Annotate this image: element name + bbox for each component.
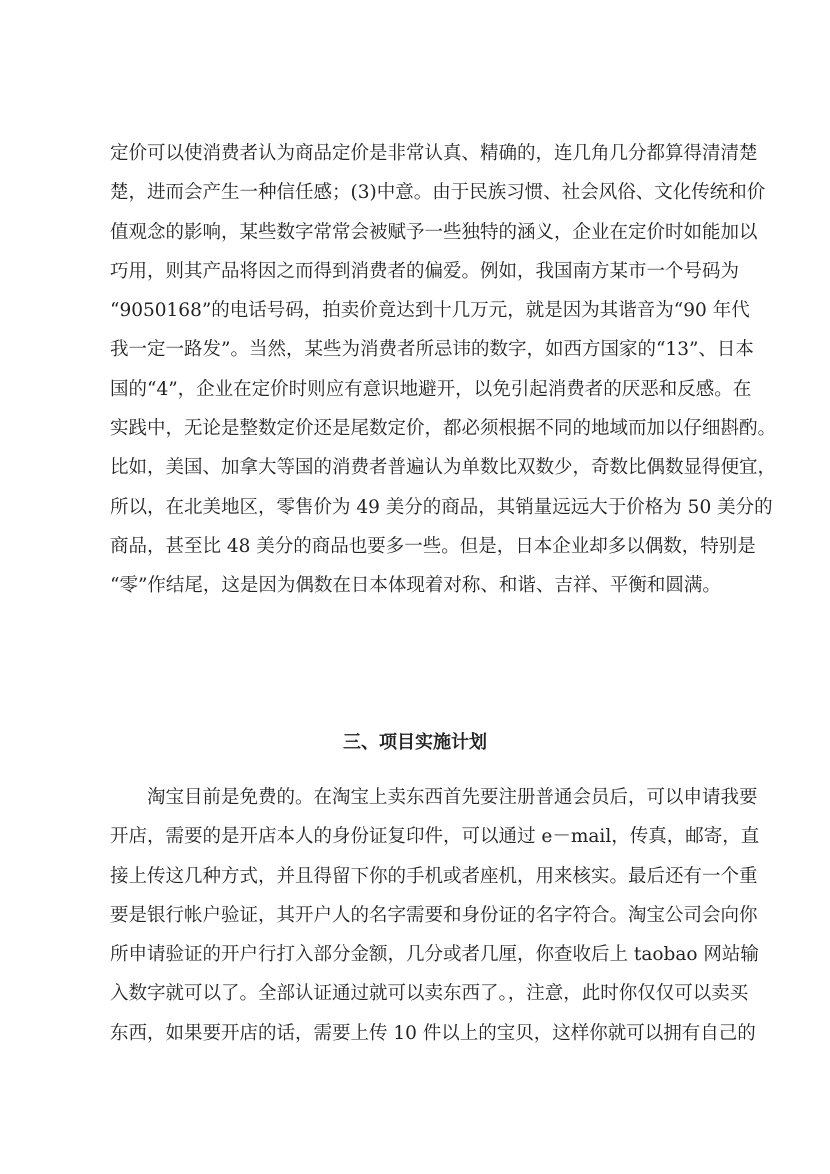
- text-line: 比如，美国、加拿大等国的消费者普遍认为单数比双数少，奇数比偶数显得便宜，: [110, 457, 777, 479]
- text-line: “零”作结尾，这是因为偶数在日本体现着对称、和谐、吉祥、平衡和圆满。: [110, 575, 721, 597]
- text-line: 国的“4”，企业在定价时则应有意识地避开，以免引起消费者的厌恶和反感。在: [110, 378, 752, 400]
- body-paragraph-pricing: [110, 134, 777, 606]
- text-line: 定价可以使消费者认为商品定价是非常认真、精确的，连几角几分都算得清清楚: [110, 143, 758, 164]
- text-line: 淘宝目前是免费的。在淘宝上卖东西首先要注册普通会员后，可以申请我要: [147, 787, 758, 808]
- text-line: 东西，如果要开店的话，需要上传 10 件以上的宝贝，这样你就可以拥有自己的: [110, 1022, 756, 1044]
- text-line: 要是银行帐户验证，其开户人的名字需要和身份证的名字符合。淘宝公司会向你: [110, 904, 758, 926]
- text-line: “9050168”的电话号码，拍卖价竟达到十几万元，就是因为其谐音为“90 年代: [110, 300, 750, 322]
- section-heading: 三、项目实施计划: [343, 732, 487, 753]
- text-line: 开店，需要的是开店本人的身份证复印件，可以通过 e－mail，传真，邮寄，直: [110, 826, 760, 848]
- text-line: 所以，在北美地区，零售价为 49 美分的商品，其销量远远大于价格为 50 美分的: [110, 496, 773, 518]
- text-line: 实践中，无论是整数定价还是尾数定价，都必须根据不同的地域而加以仔细斟酌。: [110, 418, 777, 440]
- text-line: 值观念的影响，某些数字常常会被赋予一些独特的涵义，企业在定价时如能加以: [110, 221, 758, 243]
- body-paragraph-implementation: [110, 778, 760, 1053]
- text-line: 楚，进而会产生一种信任感；(3)中意。由于民族习惯、社会风俗、文化传统和价: [110, 182, 766, 204]
- text-line: 接上传这几种方式，并且得留下你的手机或者座机，用来核实。最后还有一个重: [110, 865, 758, 887]
- text-line: 巧用，则其产品将因之而得到消费者的偏爱。例如，我国南方某市一个号码为: [110, 260, 740, 282]
- text-line: 我一定一路发”。当然，某些为消费者所忌讳的数字，如西方国家的“13”、日本: [110, 339, 754, 361]
- text-line: 入数字就可以了。全部认证通过就可以卖东西了。，注意，此时你仅仅可以卖买: [110, 983, 749, 1005]
- text-line: 商品，甚至比 48 美分的商品也要多一些。但是，日本企业却多以偶数，特别是: [110, 535, 756, 557]
- text-line: 所申请验证的开户行打入部分金额，几分或者几厘，你查收后上 taobao 网站输: [110, 944, 759, 966]
